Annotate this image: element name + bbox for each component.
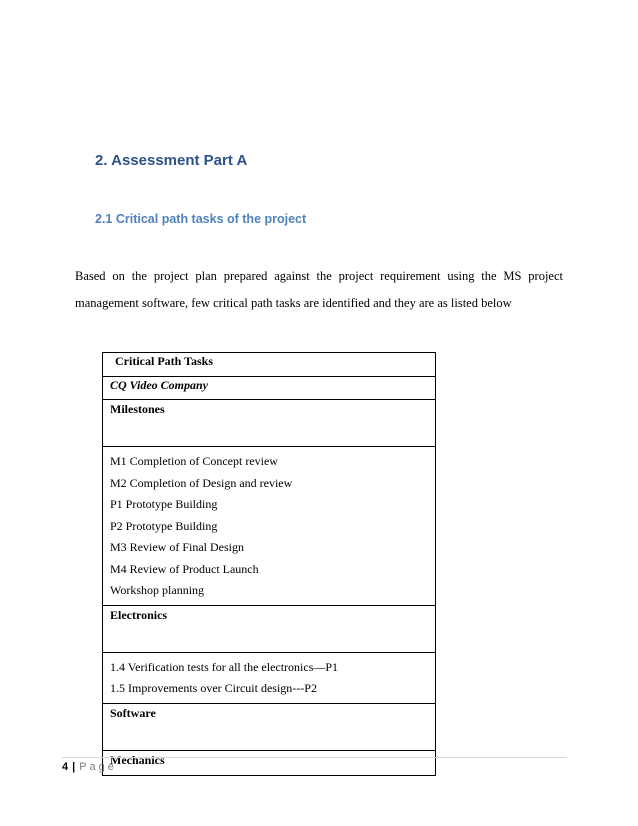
list-item: M2 Completion of Design and review: [110, 475, 293, 490]
list-item: Workshop planning: [110, 583, 205, 597]
list-item: 1.4 Verification tests for all the electronics—P1: [110, 659, 339, 674]
list-item: M4 Review of Product Launch: [110, 561, 259, 576]
subsection-heading: 2.1 Critical path tasks of the project: [95, 212, 307, 226]
page-number: 4: [62, 761, 69, 773]
company-cell: CQ Video Company: [103, 377, 436, 400]
electronics-label-cell: Electronics: [103, 605, 436, 652]
list-item: M1 Completion of Concept review: [110, 454, 278, 468]
intro-paragraph: Based on the project plan prepared against the project requirement using the MS project management software, few critical path tasks are identified and they are as listed below: [75, 269, 563, 310]
milestones-label-cell: Milestones: [103, 400, 436, 447]
software-label-cell: Software: [103, 703, 436, 750]
list-item: P1 Prototype Building: [110, 497, 218, 511]
list-item: M3 Review of Final Design: [110, 540, 244, 554]
table-row: [103, 605, 436, 652]
footer-separator: |: [72, 761, 76, 773]
page-word: Page: [79, 761, 117, 773]
table-row: [103, 377, 436, 400]
list-item: 1.5 Improvements over Circuit design---P2: [110, 681, 317, 695]
table-row: [103, 750, 436, 775]
section-heading: 2. Assessment Part A: [95, 152, 248, 169]
electronics-list-cell: [103, 652, 436, 703]
table-row: [103, 353, 436, 377]
list-item: P2 Prototype Building: [110, 518, 218, 533]
page-footer: [62, 761, 117, 773]
footer-divider: [62, 757, 567, 758]
table-row: [103, 652, 436, 703]
table-row: [103, 447, 436, 606]
milestones-list-cell: [103, 447, 436, 606]
table-row: [103, 703, 436, 750]
mechanics-label-cell: Mechanics: [103, 750, 436, 775]
table-row: [103, 400, 436, 447]
critical-path-table: [102, 352, 436, 776]
table-header-cell: Critical Path Tasks: [103, 353, 436, 377]
